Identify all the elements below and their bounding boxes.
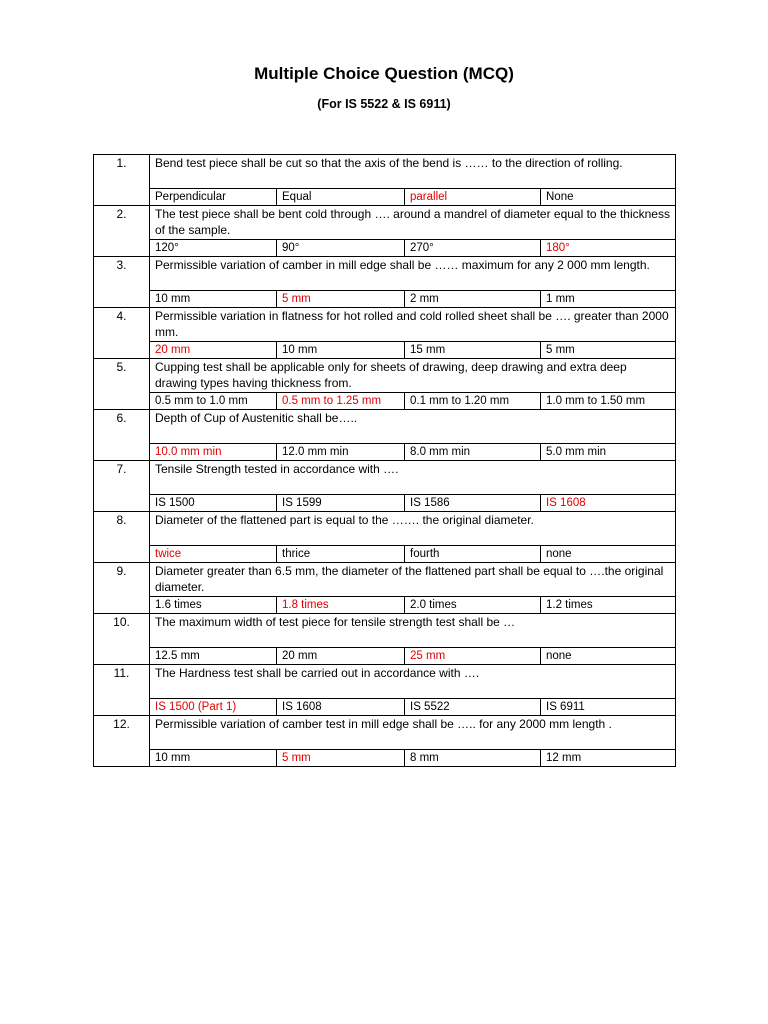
answer-option: 270° <box>405 240 541 257</box>
question-row <box>94 665 676 699</box>
options-row <box>94 444 676 461</box>
answer-option: 12 mm <box>541 750 676 767</box>
answer-option: Perpendicular <box>150 189 277 206</box>
answer-option: 0.1 mm to 1.20 mm <box>405 393 541 410</box>
answer-option: 15 mm <box>405 342 541 359</box>
question-text: The maximum width of test piece for tensile strength test shall be … <box>150 614 676 648</box>
correct-option: 25 mm <box>405 648 541 665</box>
question-row <box>94 257 676 291</box>
page-subtitle: (For IS 5522 & IS 6911) <box>317 97 451 111</box>
options-row <box>94 342 676 359</box>
question-row <box>94 308 676 342</box>
answer-option: 2.0 times <box>405 597 541 614</box>
answer-option: 1.2 times <box>541 597 676 614</box>
options-row <box>94 597 676 614</box>
correct-option: 20 mm <box>150 342 277 359</box>
answer-option: 5 mm <box>541 342 676 359</box>
options-row <box>94 240 676 257</box>
answer-option: 10 mm <box>150 750 277 767</box>
correct-option: twice <box>150 546 277 563</box>
answer-option: 12.0 mm min <box>277 444 405 461</box>
answer-option: thrice <box>277 546 405 563</box>
page-title: Multiple Choice Question (MCQ) <box>254 64 514 83</box>
options-row <box>94 699 676 716</box>
answer-option: None <box>541 189 676 206</box>
answer-option: IS 1500 <box>150 495 277 512</box>
answer-option: 1.6 times <box>150 597 277 614</box>
correct-option: IS 1500 (Part 1) <box>150 699 277 716</box>
correct-option: 1.8 times <box>277 597 405 614</box>
answer-option: 2 mm <box>405 291 541 308</box>
mcq-table <box>93 154 676 767</box>
question-text: Tensile Strength tested in accordance with …. <box>150 461 676 495</box>
options-row <box>94 189 676 206</box>
answer-option: IS 1586 <box>405 495 541 512</box>
question-text: Diameter greater than 6.5 mm, the diameter of the flattened part shall be equal to ….the original diameter. <box>150 563 676 597</box>
answer-option: 0.5 mm to 1.0 mm <box>150 393 277 410</box>
correct-option: IS 1608 <box>541 495 676 512</box>
question-text: Permissible variation of camber test in mill edge shall be ….. for any 2000 mm length . <box>150 716 676 750</box>
question-number: 11. <box>94 665 150 716</box>
question-row <box>94 155 676 189</box>
correct-option: parallel <box>405 189 541 206</box>
options-row <box>94 546 676 563</box>
correct-option: 0.5 mm to 1.25 mm <box>277 393 405 410</box>
options-row <box>94 291 676 308</box>
answer-option: 8 mm <box>405 750 541 767</box>
answer-option: none <box>541 648 676 665</box>
answer-option: none <box>541 546 676 563</box>
question-number: 9. <box>94 563 150 614</box>
question-row <box>94 716 676 750</box>
question-row <box>94 461 676 495</box>
correct-option: 5 mm <box>277 750 405 767</box>
answer-option: 20 mm <box>277 648 405 665</box>
question-number: 7. <box>94 461 150 512</box>
options-row <box>94 648 676 665</box>
question-number: 3. <box>94 257 150 308</box>
answer-option: 8.0 mm min <box>405 444 541 461</box>
question-row <box>94 410 676 444</box>
question-row <box>94 512 676 546</box>
question-number: 12. <box>94 716 150 767</box>
question-text: Bend test piece shall be cut so that the axis of the bend is …… to the direction of rolling. <box>150 155 676 189</box>
answer-option: 90° <box>277 240 405 257</box>
answer-option: 10 mm <box>150 291 277 308</box>
question-text: The test piece shall be bent cold through …. around a mandrel of diameter equal to the thickness of the sample. <box>150 206 676 240</box>
correct-option: 180° <box>541 240 676 257</box>
question-number: 1. <box>94 155 150 206</box>
answer-option: Equal <box>277 189 405 206</box>
question-text: Diameter of the flattened part is equal to the ……. the original diameter. <box>150 512 676 546</box>
correct-option: 5 mm <box>277 291 405 308</box>
answer-option: 5.0 mm min <box>541 444 676 461</box>
question-text: Permissible variation of camber in mill edge shall be …… maximum for any 2 000 mm length. <box>150 257 676 291</box>
options-row <box>94 495 676 512</box>
options-row <box>94 750 676 767</box>
question-text: The Hardness test shall be carried out in accordance with …. <box>150 665 676 699</box>
answer-option: 120° <box>150 240 277 257</box>
question-row <box>94 206 676 240</box>
answer-option: 12.5 mm <box>150 648 277 665</box>
question-text: Cupping test shall be applicable only for sheets of drawing, deep drawing and extra deep drawing types having thickness from. <box>150 359 676 393</box>
question-number: 2. <box>94 206 150 257</box>
question-number: 4. <box>94 308 150 359</box>
mcq-table-body <box>94 155 676 767</box>
question-number: 10. <box>94 614 150 665</box>
question-number: 6. <box>94 410 150 461</box>
answer-option: IS 1608 <box>277 699 405 716</box>
question-text: Permissible variation in flatness for hot rolled and cold rolled sheet shall be …. greater than 2000 mm. <box>150 308 676 342</box>
question-number: 8. <box>94 512 150 563</box>
answer-option: IS 6911 <box>541 699 676 716</box>
question-row <box>94 563 676 597</box>
answer-option: IS 5522 <box>405 699 541 716</box>
answer-option: fourth <box>405 546 541 563</box>
correct-option: 10.0 mm min <box>150 444 277 461</box>
question-row <box>94 614 676 648</box>
answer-option: 1 mm <box>541 291 676 308</box>
answer-option: 10 mm <box>277 342 405 359</box>
answer-option: IS 1599 <box>277 495 405 512</box>
answer-option: 1.0 mm to 1.50 mm <box>541 393 676 410</box>
question-number: 5. <box>94 359 150 410</box>
question-row <box>94 359 676 393</box>
options-row <box>94 393 676 410</box>
question-text: Depth of Cup of Austenitic shall be….. <box>150 410 676 444</box>
